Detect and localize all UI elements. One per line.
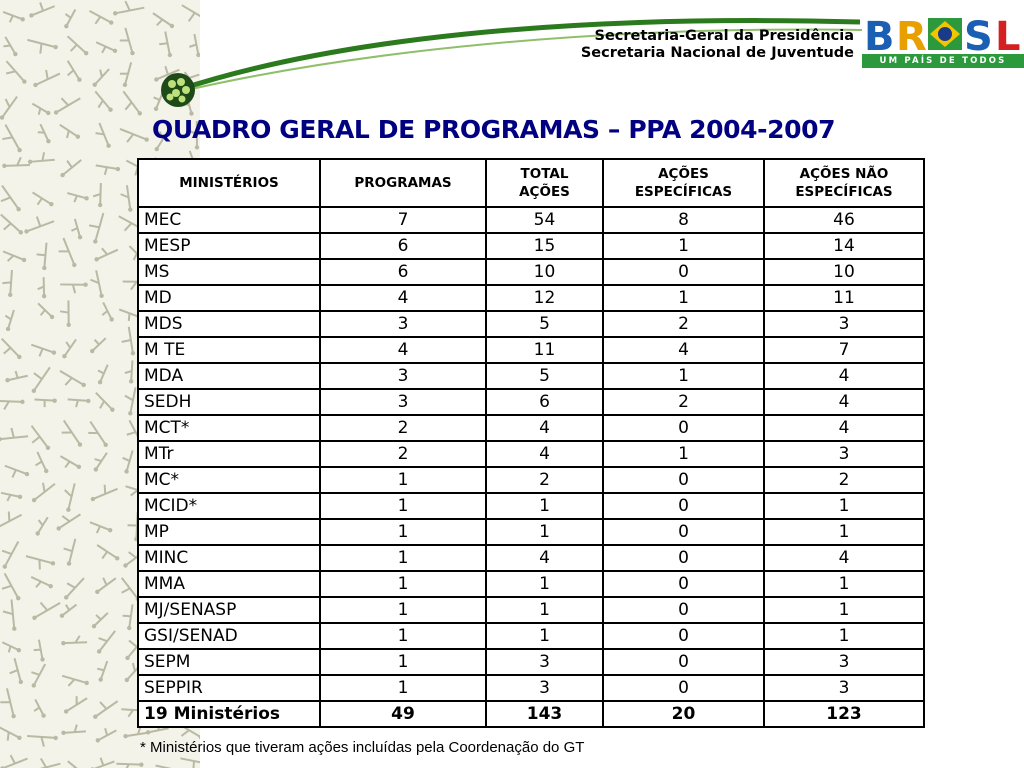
brasil-logo [862, 14, 1024, 70]
value-cell: 0 [603, 597, 764, 623]
pattern-figure [5, 310, 14, 331]
pattern-figure [0, 428, 28, 441]
pattern-figure [94, 248, 117, 261]
grape-dot [177, 78, 185, 86]
column-header [486, 159, 603, 207]
table-row [138, 571, 924, 597]
header-org-line-2: Secretaria Nacional de Juventude [580, 45, 854, 61]
pattern-figure [121, 185, 133, 212]
pattern-figure [30, 759, 61, 768]
ministry-cell: GSI/SENAD [138, 623, 320, 649]
pattern-figure [1, 186, 21, 212]
table-row [138, 545, 924, 571]
pattern-figure [62, 339, 76, 358]
value-cell: 4 [320, 337, 486, 363]
pattern-figure [97, 631, 115, 654]
value-cell: 4 [603, 337, 764, 363]
pattern-figure [96, 165, 120, 174]
ministry-cell: MC* [138, 467, 320, 493]
table-row [138, 233, 924, 259]
pattern-figure [60, 456, 81, 469]
value-cell: 2 [603, 389, 764, 415]
pattern-figure [26, 556, 55, 569]
pattern-figure [1, 215, 23, 235]
value-cell: 3 [764, 311, 924, 337]
value-cell: 1 [320, 649, 486, 675]
value-cell: 4 [764, 545, 924, 571]
header-org-line-1: Secretaria-Geral da Presidência [594, 28, 854, 44]
column-header-line: AÇÕES [519, 184, 570, 200]
pattern-figure [3, 600, 16, 631]
table-row [138, 441, 924, 467]
value-cell: 4 [764, 415, 924, 441]
value-cell: 1 [764, 493, 924, 519]
column-header [320, 159, 486, 207]
value-cell: 6 [486, 389, 603, 415]
value-cell: 1 [486, 597, 603, 623]
ministry-cell: MS [138, 259, 320, 285]
value-cell: 3 [320, 363, 486, 389]
value-cell: 1 [603, 363, 764, 389]
ministry-cell: SEPM [138, 649, 320, 675]
pattern-figure [60, 283, 88, 294]
value-cell: 1 [320, 675, 486, 701]
value-cell: 11 [764, 285, 924, 311]
value-cell: 1 [764, 623, 924, 649]
pattern-figure [180, 758, 200, 768]
pattern-figure [24, 217, 54, 234]
value-cell: 4 [486, 415, 603, 441]
table-total-row [138, 701, 924, 727]
pattern-figure [90, 522, 112, 533]
value-cell: 0 [603, 415, 764, 441]
value-cell: 0 [603, 467, 764, 493]
value-cell: 12 [486, 285, 603, 311]
value-cell: 2 [764, 467, 924, 493]
value-cell: 5 [486, 363, 603, 389]
value-cell: 8 [603, 207, 764, 233]
pattern-figure [94, 453, 107, 472]
pattern-figure [2, 542, 18, 569]
pattern-figure [71, 219, 82, 240]
value-cell: 1 [320, 545, 486, 571]
value-cell: 1 [320, 623, 486, 649]
pattern-figure [0, 688, 16, 718]
column-header-line: ESPECÍFICAS [795, 184, 893, 200]
column-header-line: AÇÕES NÃO [799, 166, 889, 182]
header-org-block [581, 28, 854, 62]
pattern-figure [96, 123, 111, 148]
table-row [138, 389, 924, 415]
table-row [138, 285, 924, 311]
ministry-cell: MTr [138, 441, 320, 467]
pattern-figure [0, 512, 22, 530]
pattern-figure [88, 421, 108, 447]
pattern-figure [31, 664, 45, 688]
pattern-figure [97, 545, 119, 561]
value-cell: 1 [764, 571, 924, 597]
value-cell: 3 [486, 649, 603, 675]
table-row [138, 415, 924, 441]
value-cell: 6 [320, 259, 486, 285]
value-cell: 0 [603, 649, 764, 675]
pattern-figure [3, 251, 26, 262]
logo-letter-s: S [964, 14, 993, 54]
value-cell: 1 [486, 493, 603, 519]
table-row [138, 311, 924, 337]
ministry-cell: MMA [138, 571, 320, 597]
pattern-figure [31, 577, 53, 588]
pattern-figure [37, 243, 47, 270]
pattern-figure [5, 466, 29, 478]
ministry-cell: MCID* [138, 493, 320, 519]
value-cell: 4 [764, 389, 924, 415]
value-cell: 2 [320, 415, 486, 441]
table-row [138, 623, 924, 649]
pattern-figure [0, 400, 25, 410]
pattern-figure [10, 658, 23, 684]
ministry-cell: MINC [138, 545, 320, 571]
pattern-figure [96, 728, 117, 742]
table-row [138, 337, 924, 363]
pattern-figure [2, 573, 20, 600]
value-cell: 1 [486, 571, 603, 597]
pattern-figure [123, 450, 133, 473]
pattern-figure [31, 345, 56, 357]
table-row [138, 493, 924, 519]
table-row [138, 363, 924, 389]
pattern-figure [67, 193, 88, 202]
value-cell: 46 [764, 207, 924, 233]
column-header [603, 159, 764, 207]
value-cell: 3 [764, 441, 924, 467]
ministry-cell: MEC [138, 207, 320, 233]
pattern-figure [89, 213, 103, 244]
value-cell: 1 [603, 233, 764, 259]
grape-dot [179, 96, 186, 103]
pattern-figure [32, 603, 60, 620]
brasil-logo-letters [862, 14, 1024, 54]
pattern-figure [35, 517, 47, 535]
value-cell: 0 [603, 571, 764, 597]
ministry-cell: 19 Ministérios [138, 701, 320, 727]
pattern-figure [5, 371, 27, 382]
value-cell: 20 [603, 701, 764, 727]
value-cell: 7 [320, 207, 486, 233]
value-cell: 1 [764, 519, 924, 545]
slide-title: QUADRO GERAL DE PROGRAMAS – PPA 2004-2007 [152, 115, 836, 144]
ministry-cell: MD [138, 285, 320, 311]
column-header-line: PROGRAMAS [354, 175, 452, 191]
value-cell: 4 [486, 441, 603, 467]
grape-dot [168, 80, 176, 88]
pattern-figure [1, 493, 22, 501]
column-header [138, 159, 320, 207]
value-cell: 1 [320, 597, 486, 623]
value-cell: 3 [764, 649, 924, 675]
grape-dot [167, 94, 174, 101]
pattern-figure [60, 300, 71, 327]
value-cell: 4 [320, 285, 486, 311]
pattern-figure [2, 339, 22, 359]
pattern-figure [34, 398, 56, 407]
pattern-figure [27, 736, 58, 747]
ministry-cell: MDA [138, 363, 320, 389]
value-cell: 143 [486, 701, 603, 727]
table-row [138, 207, 924, 233]
column-header-line: MINISTÉRIOS [179, 175, 279, 191]
value-cell: 0 [603, 519, 764, 545]
value-cell: 0 [603, 545, 764, 571]
ministry-cell: SEPPIR [138, 675, 320, 701]
value-cell: 1 [320, 467, 486, 493]
value-cell: 10 [764, 259, 924, 285]
pattern-figure [102, 302, 114, 321]
value-cell: 7 [764, 337, 924, 363]
programs-table [137, 158, 925, 728]
value-cell: 15 [486, 233, 603, 259]
footnote: * Ministérios que tiveram ações incluídas pela Coordenação do GT [140, 739, 585, 756]
ministry-cell: M TE [138, 337, 320, 363]
column-header-line: ESPECÍFICAS [634, 184, 733, 200]
value-cell: 4 [486, 545, 603, 571]
value-cell: 14 [764, 233, 924, 259]
pattern-figure [0, 755, 27, 768]
pattern-figure [122, 327, 135, 356]
pattern-figure [90, 758, 114, 768]
column-header [764, 159, 924, 207]
value-cell: 54 [486, 207, 603, 233]
pattern-figure [34, 699, 46, 717]
pattern-figure [64, 539, 76, 566]
pattern-figure [0, 727, 22, 741]
value-cell: 11 [486, 337, 603, 363]
table-header-row [138, 159, 924, 207]
value-cell: 0 [603, 623, 764, 649]
logo-letter-l: L [995, 14, 1021, 54]
grape-dot [182, 86, 190, 94]
value-cell: 1 [764, 597, 924, 623]
ministry-cell: MCT* [138, 415, 320, 441]
pattern-figure [68, 761, 86, 768]
pattern-figure [93, 183, 102, 207]
pattern-figure [60, 160, 81, 177]
ministry-cell: MP [138, 519, 320, 545]
ministry-cell: MDS [138, 311, 320, 337]
value-cell: 0 [603, 493, 764, 519]
pattern-figure [120, 129, 149, 142]
value-cell: 10 [486, 259, 603, 285]
ministry-cell: MJ/SENASP [138, 597, 320, 623]
pattern-figure [60, 371, 86, 387]
pattern-figure [60, 605, 77, 618]
value-cell: 3 [320, 311, 486, 337]
pattern-figure [59, 238, 77, 267]
value-cell: 2 [603, 311, 764, 337]
pattern-figure [125, 387, 136, 415]
pattern-figure [2, 270, 12, 297]
pattern-figure [92, 613, 108, 628]
pattern-figure [2, 642, 21, 652]
pattern-figure [38, 124, 51, 143]
pattern-figure [91, 485, 118, 502]
logo-letter-b: B [864, 14, 895, 54]
pattern-figure [65, 483, 75, 511]
value-cell: 49 [320, 701, 486, 727]
pattern-figure [34, 640, 45, 662]
pattern-figure [60, 125, 80, 139]
table-row [138, 649, 924, 675]
logo-flag-icon [928, 18, 962, 50]
ministry-cell: SEDH [138, 389, 320, 415]
table-row [138, 259, 924, 285]
value-cell: 1 [486, 623, 603, 649]
pattern-figure [36, 452, 49, 473]
value-cell: 3 [320, 389, 486, 415]
pattern-figure [64, 696, 87, 714]
pattern-figure [98, 365, 108, 385]
pattern-figure [95, 578, 116, 594]
value-cell: 0 [603, 675, 764, 701]
pattern-figure [116, 762, 143, 768]
value-cell: 4 [764, 363, 924, 389]
pattern-figure [2, 157, 30, 168]
table-body [138, 207, 924, 727]
pattern-figure [93, 701, 118, 719]
value-cell: 1 [320, 493, 486, 519]
pattern-figure [125, 360, 134, 383]
pattern-figure [61, 636, 87, 646]
logo-letter-r: R [896, 14, 927, 54]
table-row [138, 675, 924, 701]
value-cell: 6 [320, 233, 486, 259]
value-cell: 1 [603, 285, 764, 311]
table-row [138, 597, 924, 623]
value-cell: 123 [764, 701, 924, 727]
column-header-line: TOTAL [520, 166, 569, 182]
pattern-figure [96, 393, 115, 412]
pattern-figure [32, 426, 51, 450]
pattern-figure [56, 514, 80, 530]
pattern-figure [62, 420, 82, 446]
value-cell: 2 [486, 467, 603, 493]
pattern-figure [32, 483, 55, 503]
value-cell: 1 [320, 519, 486, 545]
pattern-figure [2, 125, 21, 153]
value-cell: 5 [486, 311, 603, 337]
pattern-figure [97, 661, 107, 682]
value-cell: 1 [320, 571, 486, 597]
pattern-figure [28, 152, 55, 164]
ministry-cell: MESP [138, 233, 320, 259]
table-row [138, 519, 924, 545]
value-cell: 3 [486, 675, 603, 701]
pattern-figure [90, 270, 103, 298]
value-cell: 0 [603, 259, 764, 285]
pattern-figure [32, 367, 50, 393]
column-header-line: AÇÕES [658, 166, 709, 182]
pattern-figure [90, 338, 106, 353]
brasil-logo-tagline: UM PAÍS DE TODOS [862, 54, 1024, 68]
table-row [138, 467, 924, 493]
pattern-figure [33, 192, 54, 206]
pattern-figure [38, 303, 54, 319]
pattern-figure [62, 676, 89, 686]
pattern-figure [64, 578, 84, 600]
value-cell: 3 [764, 675, 924, 701]
pattern-figure [68, 399, 91, 407]
value-cell: 2 [320, 441, 486, 467]
pattern-figure [123, 604, 133, 630]
value-cell: 1 [486, 519, 603, 545]
value-cell: 1 [603, 441, 764, 467]
pattern-figure [38, 277, 47, 298]
pattern-figure [61, 725, 86, 735]
